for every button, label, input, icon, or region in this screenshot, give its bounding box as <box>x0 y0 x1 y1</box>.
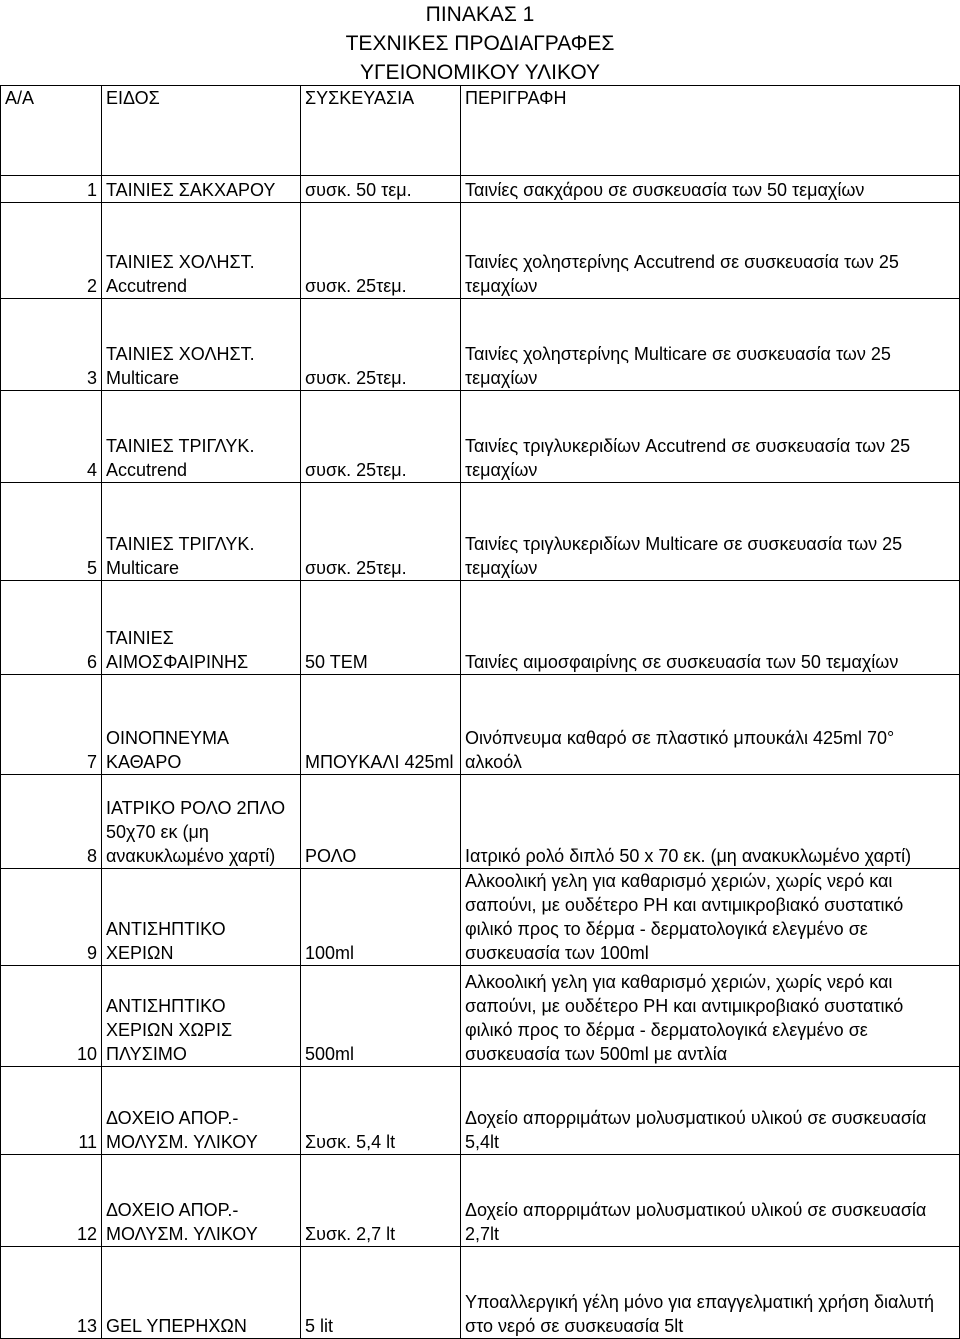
row-desc: Ταινίες τριγλυκεριδίων Accutrend σε συσκευασία των 25 τεμαχίων <box>461 391 960 483</box>
row-name: GEL ΥΠΕΡΗΧΩΝ <box>102 1247 301 1339</box>
row-num: 8 <box>1 775 102 869</box>
table-row <box>1 1247 960 1339</box>
row-name: ΤΑΙΝΙΕΣ ΧΟΛΗΣΤ. Accutrend <box>102 203 301 299</box>
table-row <box>1 675 960 775</box>
row-num: 6 <box>1 581 102 675</box>
header-num: Α/Α <box>1 86 102 176</box>
row-name: ΟΙΝΟΠΝΕΥΜΑ ΚΑΘΑΡΟ <box>102 675 301 775</box>
row-desc: Δοχείο απορριμάτων μολυσματικού υλικού σε συσκευασία 2,7lt <box>461 1155 960 1247</box>
row-name: ΔΟΧΕΙΟ ΑΠΟΡ.- ΜΟΛΥΣΜ. ΥΛΙΚΟΥ <box>102 1067 301 1155</box>
row-pkg: 100ml <box>301 869 461 966</box>
row-pkg: συσκ. 25τεμ. <box>301 483 461 581</box>
table-row <box>1 391 960 483</box>
title-line-3: ΥΓΕΙΟΝΟΜΙΚΟΥ ΥΛΙΚΟΥ <box>359 61 600 84</box>
table-row <box>1 775 960 869</box>
row-num: 10 <box>1 966 102 1067</box>
row-num: 12 <box>1 1155 102 1247</box>
row-pkg: 50 ΤΕΜ <box>301 581 461 675</box>
row-name: ΤΑΙΝΙΕΣ ΣΑΚΧΑΡΟΥ <box>102 176 301 203</box>
row-pkg: ΡΟΛΟ <box>301 775 461 869</box>
row-desc: Ταινίες σακχάρου σε συσκευασία των 50 τεμαχίων <box>461 176 960 203</box>
row-pkg: ΜΠΟΥΚΑΛΙ 425ml <box>301 675 461 775</box>
header-pkg: ΣΥΣΚΕΥΑΣΙΑ <box>301 86 461 176</box>
row-pkg: Συσκ. 5,4 lt <box>301 1067 461 1155</box>
title-line-1: ΠΙΝΑΚΑΣ 1 <box>425 3 535 26</box>
table-row <box>1 1155 960 1247</box>
table-row <box>1 581 960 675</box>
row-pkg: συσκ. 25τεμ. <box>301 299 461 391</box>
row-name: ΤΑΙΝΙΕΣ ΧΟΛΗΣΤ. Multicare <box>102 299 301 391</box>
row-pkg: συσκ. 50 τεμ. <box>301 176 461 203</box>
row-name: ΤΑΙΝΙΕΣ ΑΙΜΟΣΦΑΙΡΙΝΗΣ <box>102 581 301 675</box>
row-num: 3 <box>1 299 102 391</box>
header-name: ΕΙΔΟΣ <box>102 86 301 176</box>
row-name: ΑΝΤΙΣΗΠΤΙΚΟ ΧΕΡΙΩΝ <box>102 869 301 966</box>
row-num: 1 <box>1 176 102 203</box>
header-row <box>1 86 960 176</box>
row-desc: Ταινίες αιμοσφαιρίνης σε συσκευασία των 50 τεμαχίων <box>461 581 960 675</box>
row-desc: Ταινίες χοληστερίνης Accutrend σε συσκευασία των 25 τεμαχίων <box>461 203 960 299</box>
table-row <box>1 483 960 581</box>
row-pkg: συσκ. 25τεμ. <box>301 391 461 483</box>
row-num: 9 <box>1 869 102 966</box>
table-row <box>1 176 960 203</box>
row-pkg: 500ml <box>301 966 461 1067</box>
row-num: 7 <box>1 675 102 775</box>
row-desc: Ταινίες χοληστερίνης Multicare σε συσκευασία των 25 τεμαχίων <box>461 299 960 391</box>
table-row <box>1 966 960 1067</box>
row-num: 4 <box>1 391 102 483</box>
row-desc: Αλκοολική γελη για καθαρισμό χεριών, χωρίς νερό και σαπούνι, με ουδέτερο PH και αντιμικροβιακό συστατικό φιλικό προς το δέρμα - δερματολογικά ελεγμένο σε συσκευασία των 500ml με αντλία <box>461 966 960 1067</box>
row-name: ΙΑΤΡΙΚΟ ΡΟΛΟ 2ΠΛΟ 50χ70 εκ (μη ανακυκλωμένο χαρτί) <box>102 775 301 869</box>
row-name: ΤΑΙΝΙΕΣ ΤΡΙΓΛΥΚ. Multicare <box>102 483 301 581</box>
row-desc: Αλκοολική γελη για καθαρισμό χεριών, χωρίς νερό και σαπούνι, με ουδέτερο PH και αντιμικροβιακό συστατικό φιλικό προς το δέρμα - δερματολογικά ελεγμένο σε συσκευασία των 100ml <box>461 869 960 966</box>
table-row <box>1 299 960 391</box>
row-pkg: Συσκ. 2,7 lt <box>301 1155 461 1247</box>
row-desc: Ταινίες τριγλυκεριδίων Multicare σε συσκευασία των 25 τεμαχίων <box>461 483 960 581</box>
row-num: 2 <box>1 203 102 299</box>
row-desc: Ιατρικό ρολό διπλό 50 x 70 εκ. (μη ανακυκλωμένο χαρτί) <box>461 775 960 869</box>
title-line-2: ΤΕΧΝΙΚΕΣ ΠΡΟΔΙΑΓΡΑΦΕΣ <box>345 32 615 55</box>
row-name: ΤΑΙΝΙΕΣ ΤΡΙΓΛΥΚ. Accutrend <box>102 391 301 483</box>
table-row <box>1 869 960 966</box>
header-desc: ΠΕΡΙΓΡΑΦΗ <box>461 86 960 176</box>
table-row <box>1 1067 960 1155</box>
row-desc: Οινόπνευμα καθαρό σε πλαστικό μπουκάλι 425ml 70° αλκοόλ <box>461 675 960 775</box>
row-desc: Υποαλλεργική γέλη μόνο για επαγγελματική χρήση διαλυτή στο νερό σε συσκευασία 5lt <box>461 1247 960 1339</box>
row-num: 5 <box>1 483 102 581</box>
spec-table <box>0 85 960 1339</box>
row-name: ΑΝΤΙΣΗΠΤΙΚΟ ΧΕΡΙΩΝ ΧΩΡΙΣ ΠΛΥΣΙΜΟ <box>102 966 301 1067</box>
table-row <box>1 203 960 299</box>
row-num: 11 <box>1 1067 102 1155</box>
row-num: 13 <box>1 1247 102 1339</box>
row-name: ΔΟΧΕΙΟ ΑΠΟΡ.- ΜΟΛΥΣΜ. ΥΛΙΚΟΥ <box>102 1155 301 1247</box>
row-pkg: 5 lit <box>301 1247 461 1339</box>
row-pkg: συσκ. 25τεμ. <box>301 203 461 299</box>
row-desc: Δοχείο απορριμάτων μολυσματικού υλικού σε συσκευασία 5,4lt <box>461 1067 960 1155</box>
